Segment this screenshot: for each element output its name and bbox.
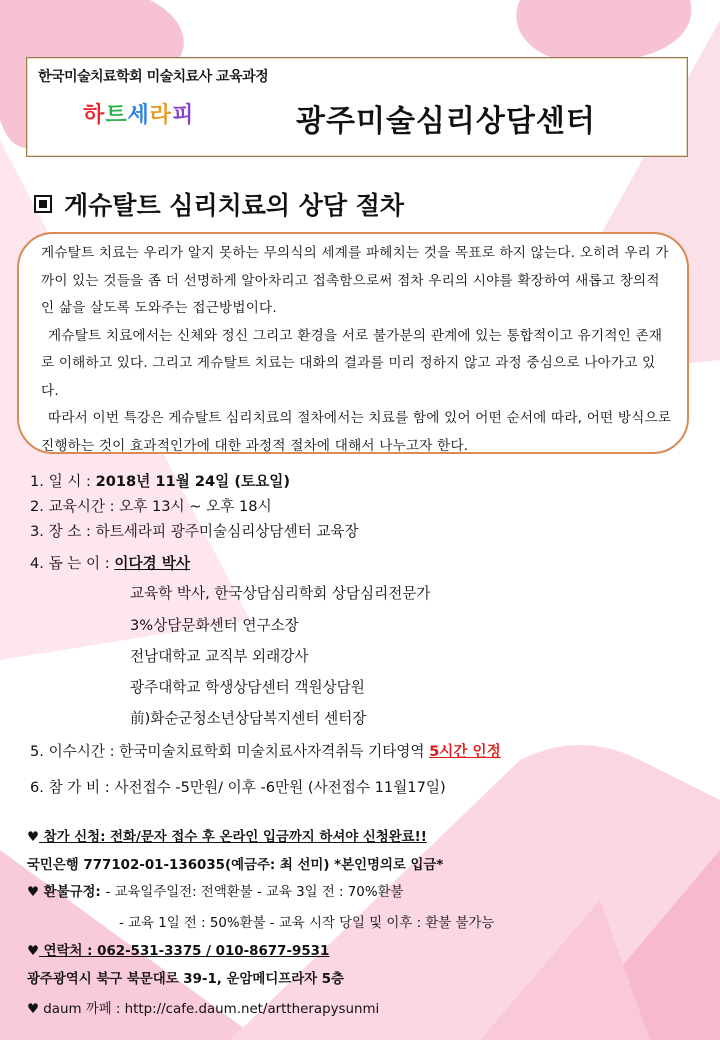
refund-label: 환불규정: [39, 885, 106, 900]
date-label: 1. 일 시 : [30, 473, 96, 490]
detail-helper [30, 552, 190, 573]
hours-value: 한국미술치료학회 미술치료사자격취득 기타영역 [119, 743, 430, 760]
credential-4: 광주대학교 학생상담센터 객원상담원 [130, 679, 365, 696]
heart-therapy-logo [83, 98, 194, 129]
apply-line [27, 826, 427, 845]
detail-place [30, 520, 359, 541]
detail-fee [30, 776, 446, 797]
logo-char: 세 [127, 103, 150, 128]
time-label: 2. 교육시간 : [30, 498, 120, 515]
credential-2: 3%상담문화센터 연구소장 [130, 617, 299, 634]
hours-highlight: 5시간 인정 [429, 743, 501, 760]
contact-text: 연락처 : 062-531-3375 / 010-8677-9531 [39, 944, 330, 959]
apply-text: 참가 신청: 전화/문자 접수 후 온라인 입금까지 하셔야 신청완료!! [39, 830, 427, 845]
intro-paragraph-2: 게슈탈트 치료에서는 신체와 정신 그리고 환경을 서로 불가분의 관계에 있는 통합적이고 유기적인 존재로 이해하고 있다. 그리고 게슈탈트 치료는 대화의 결과를 미리 정하지 않고 과정 중심으로 나아가고 있다. [41, 327, 663, 399]
fee-value: 사전접수 -5만원/ 이후 -6만원 (사전접수 11월17일) [114, 779, 446, 796]
heart-icon: ♥ [27, 830, 40, 845]
header-subtitle: 한국미술치료학회 미술치료사 교육과정 [38, 69, 269, 85]
cafe-line [27, 998, 379, 1017]
refund-rule-2: - 교육 1일 전 : 50%환불 - 교육 시작 당일 및 이후 : 환불 불가능 [119, 916, 495, 931]
address-line: 광주광역시 북구 북문대로 39-1, 운암메디프라자 5층 [27, 972, 344, 987]
detail-time [30, 495, 272, 516]
section-title [34, 186, 404, 222]
heart-icon: ♥ [27, 944, 40, 959]
contact-line [27, 940, 329, 959]
date-value: 2018년 11월 24일 (토요일) [95, 473, 290, 490]
square-bullet-icon [34, 195, 52, 213]
intro-box [17, 232, 689, 454]
place-label: 3. 장 소 : [30, 523, 96, 540]
heart-icon: ♥ [27, 1002, 40, 1017]
logo-char: 하 [83, 103, 106, 128]
intro-paragraph-3: 따라서 이번 특강은 게슈탈트 심리치료의 절차에서는 치료를 함에 있어 어떤 순서에 따라, 어떤 방식으로 진행하는 것이 효과적인가에 대한 과정적 절차에 대해서 나누고자 한다. [41, 410, 672, 454]
bank-line: 국민은행 777102-01-136035(예금주: 최 선미) *본인명의로 입금* [27, 858, 444, 873]
heart-icon: ♥ [27, 885, 40, 900]
hours-label: 5. 이수시간 : [30, 743, 120, 760]
section-title-text: 게슈탈트 심리치료의 상담 절차 [64, 191, 405, 220]
refund-rule-1: - 교육일주일전: 전액환불 - 교육 3일 전 : 70%환불 [105, 885, 404, 900]
center-name: 광주미술심리상담센터 [296, 104, 596, 139]
logo-char: 피 [172, 103, 195, 128]
logo-char: 트 [105, 103, 128, 128]
detail-hours [30, 740, 501, 761]
helper-name: 이다경 박사 [114, 555, 190, 572]
logo-char: 라 [149, 103, 173, 128]
credential-3: 전남대학교 교직부 외래강사 [130, 648, 309, 665]
helper-label: 4. 돕 는 이 : [30, 555, 115, 572]
place-value: 하트세라피 광주미술심리상담센터 교육장 [95, 523, 359, 540]
refund-line-1 [27, 881, 403, 900]
intro-paragraph-1: 게슈탈트 치료는 우리가 알지 못하는 무의식의 세계를 파헤치는 것을 목표로 하지 않는다. 오히려 우리 가까이 있는 것들을 좀 더 선명하게 알아차리고 접촉함으로써 점차 우리의 시야를 확장하여 새롭고 창의적인 삶을 살도록 도와주는 접근방법이다. [41, 245, 669, 316]
credential-5: 前)화순군청소년상담복지센터 센터장 [130, 710, 367, 727]
detail-date [30, 470, 290, 491]
pink-blob-top-right [516, 0, 691, 62]
credential-1: 교육학 박사, 한국상담심리학회 상담심리전문가 [130, 585, 431, 602]
time-value: 오후 13시 ~ 오후 18시 [119, 498, 272, 515]
cafe-link[interactable]: daum 까페 : http://cafe.daum.net/arttherapysunmi [39, 1002, 380, 1017]
fee-label: 6. 참 가 비 : [30, 779, 115, 796]
